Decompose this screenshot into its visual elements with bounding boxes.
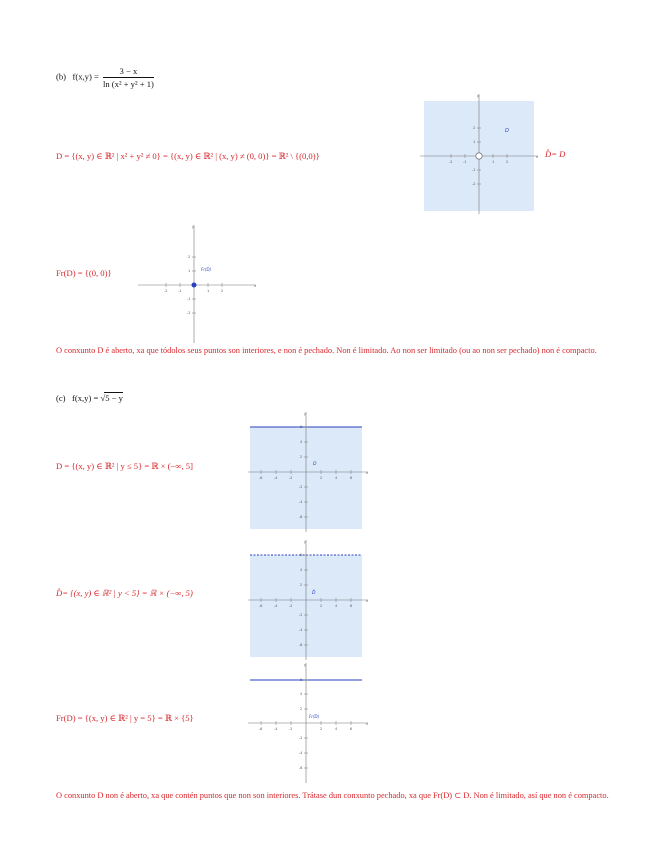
- part-b-fraction: [103, 66, 154, 89]
- x-tick: 1: [207, 289, 210, 293]
- x-axis-label: x: [366, 471, 368, 475]
- part-c-label: (c): [56, 393, 66, 403]
- y-tick: -6: [299, 515, 303, 519]
- y-tick: -2: [187, 311, 191, 315]
- part-b-interior-equation: D̊= D: [545, 149, 566, 159]
- x-tick: -2: [289, 604, 293, 608]
- part-b-denominator: ln (x² + y² + 1): [102, 79, 154, 89]
- part-c-radicand: 5 − y: [105, 393, 123, 403]
- y-tick: -6: [299, 643, 303, 647]
- x-tick: -6: [259, 727, 263, 731]
- x-tick: 6: [350, 476, 353, 480]
- part-c-boundary-plot: [246, 661, 370, 785]
- x-tick: -1: [463, 160, 467, 164]
- x-tick: -4: [274, 604, 278, 608]
- x-tick: -2: [289, 727, 293, 731]
- part-b-function: [56, 66, 154, 89]
- x-tick: 2: [320, 604, 323, 608]
- x-tick: -4: [274, 727, 278, 731]
- y-tick: -4: [299, 751, 303, 755]
- y-tick: 4: [300, 692, 303, 696]
- y-tick: 2: [188, 255, 191, 259]
- x-tick: 6: [350, 604, 353, 608]
- y-tick: -2: [299, 736, 303, 740]
- y-tick: 1: [188, 269, 191, 273]
- x-tick: -4: [274, 476, 278, 480]
- y-axis-label: y: [192, 225, 195, 229]
- y-tick: 1: [473, 140, 476, 144]
- part-b-domain-equation: D = {(x, y) ∈ ℝ² | x² + y² ≠ 0} = {(x, y) ∈ ℝ² | (x, y) ≠ (0, 0)} = ℝ² \ {(0,0)}: [56, 151, 320, 161]
- y-tick: -4: [299, 628, 303, 632]
- y-tick: -1: [472, 168, 476, 172]
- x-tick: -2: [289, 476, 293, 480]
- y-tick: -6: [299, 766, 303, 770]
- y-tick: -2: [472, 182, 476, 186]
- y-axis-label: y: [304, 663, 306, 667]
- part-b-boundary-plot: [136, 223, 258, 345]
- x-tick: -2: [164, 289, 168, 293]
- x-tick: 4: [335, 476, 338, 480]
- x-tick: 4: [335, 727, 338, 731]
- x-tick: 2: [221, 289, 224, 293]
- y-tick: 4: [300, 440, 303, 444]
- part-c-domain-plot: [246, 410, 370, 534]
- region-label: D: [505, 128, 509, 134]
- part-b-numerator: 3 − x: [103, 66, 154, 78]
- x-tick: 4: [335, 604, 338, 608]
- part-b-conclusion: O conxunto D é aberto, xa que tódolos seus puntos son interiores, e non é pechado. Non é limitado. Ao non ser limitado (ou ao non ser pechado) non é compacto.: [56, 346, 597, 355]
- part-c-boundary-equation: Fr(D) = {(x, y) ∈ ℝ² | y = 5} = ℝ × {5}: [56, 713, 194, 723]
- region-label: D̊: [312, 591, 316, 596]
- y-axis-label: y: [304, 540, 306, 544]
- x-axis-label: x: [536, 155, 539, 159]
- y-tick: -1: [187, 297, 191, 301]
- point-label: Fr(D): [201, 267, 212, 272]
- x-tick: -6: [259, 476, 263, 480]
- sqrt-sign: √: [100, 393, 106, 403]
- y-axis-label: y: [477, 94, 480, 98]
- y-tick: 6: [300, 553, 303, 557]
- y-tick: 2: [300, 455, 303, 459]
- part-b-domain-plot: [418, 92, 540, 216]
- y-tick: 2: [300, 583, 303, 587]
- part-b-func-lhs: f(x,y) =: [72, 71, 99, 82]
- part-c-domain-equation: D = {(x, y) ∈ ℝ² | y ≤ 5} = ℝ × (−∞, 5]: [56, 461, 193, 471]
- x-tick: 6: [350, 727, 353, 731]
- x-tick: 1: [492, 160, 495, 164]
- part-c-interior-plot: [246, 538, 370, 662]
- x-tick: 2: [320, 727, 323, 731]
- x-tick: -6: [259, 604, 263, 608]
- x-tick: -2: [449, 160, 453, 164]
- region-label: D: [313, 462, 317, 467]
- y-tick: -4: [299, 500, 303, 504]
- x-tick: 2: [506, 160, 509, 164]
- boundary-point: [192, 283, 197, 288]
- y-tick: 4: [300, 568, 303, 572]
- y-axis-label: y: [304, 412, 306, 416]
- part-b-boundary-equation: Fr(D) = {(0, 0)}: [56, 268, 112, 278]
- part-b-label: (b): [56, 71, 67, 82]
- x-axis-label: x: [254, 284, 257, 288]
- y-tick: 6: [300, 425, 303, 429]
- line-label: Fr(D): [309, 714, 320, 719]
- y-tick: 6: [300, 678, 303, 682]
- x-axis-label: x: [366, 599, 368, 603]
- x-tick: -1: [178, 289, 182, 293]
- part-c-interior-equation: D̊= {(x, y) ∈ ℝ² | y < 5} = ℝ × (−∞, 5): [56, 588, 193, 598]
- part-c-function: [56, 392, 123, 403]
- y-tick: 2: [300, 707, 303, 711]
- part-c-conclusion: O conxunto D non é aberto, xa que contén puntos que non son interiores. Trátase dun conxunto pechado, xa que Fr(D) ⊂ D. Non é limitado, así que non é compacto.: [56, 791, 609, 800]
- y-tick: -2: [299, 613, 303, 617]
- part-c-func-lhs: f(x,y) =: [72, 393, 99, 403]
- y-tick: 2: [473, 126, 476, 130]
- excluded-origin: [476, 153, 482, 159]
- y-tick: -2: [299, 485, 303, 489]
- x-axis-label: x: [366, 722, 368, 726]
- x-tick: 2: [320, 476, 323, 480]
